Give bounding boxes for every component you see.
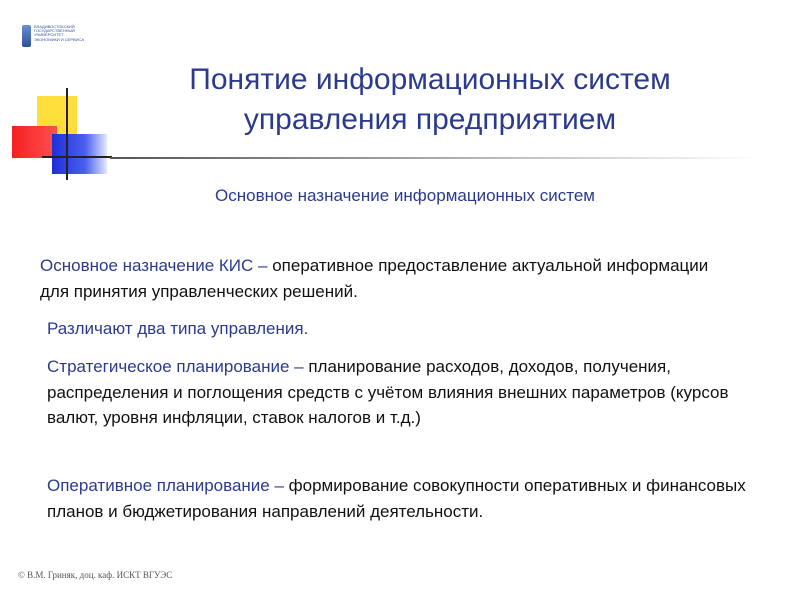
slide-title (120, 60, 740, 140)
paragraph-purpose (40, 253, 740, 304)
strategic-text: планирование расходов, доходов, получения, распределения и поглощения средств с учётом влияния внешних параметров (курсов валют, уровня инфляции, ставок налогов и т.д.) (47, 357, 729, 427)
purpose-text: оперативное предоставление актуальной информации для принятия управленческих решений. (40, 256, 709, 301)
purpose-term: Основное назначение КИС – (40, 256, 268, 275)
operational-text: формирование совокупности оперативных и финансовых планов и бюджетирования направлений деятельности. (47, 476, 746, 521)
title-divider (110, 157, 760, 159)
strategic-term: Стратегическое планирование – (47, 357, 304, 376)
red-square (12, 126, 57, 158)
operational-term: Оперативное планирование – (47, 476, 284, 495)
title-line-2: управления предприятием (243, 103, 617, 136)
title-line-1: Понятие информационных систем (189, 63, 671, 96)
footer-copyright: © В.М. Гриняк, доц. каф. ИСКТ ВГУЭС (18, 570, 173, 580)
logo-emblem-icon (22, 25, 31, 47)
types-text: Различают два типа управления. (47, 319, 309, 338)
paragraph-operational (47, 473, 767, 524)
horizontal-line (42, 156, 112, 158)
decorative-squares (0, 80, 120, 180)
paragraph-strategic (47, 354, 767, 431)
logo-text: ВЛАДИВОСТОКСКИЙ ГОСУДАРСТВЕННЫЙ УНИВЕРСИТЕТ ЭКОНОМИКИ И СЕРВИСА (34, 24, 85, 42)
paragraph-types (47, 316, 747, 342)
blue-square (52, 134, 107, 174)
vertical-line (66, 88, 68, 180)
university-logo (22, 25, 92, 55)
slide-subtitle: Основное назначение информационных систем (215, 186, 595, 205)
